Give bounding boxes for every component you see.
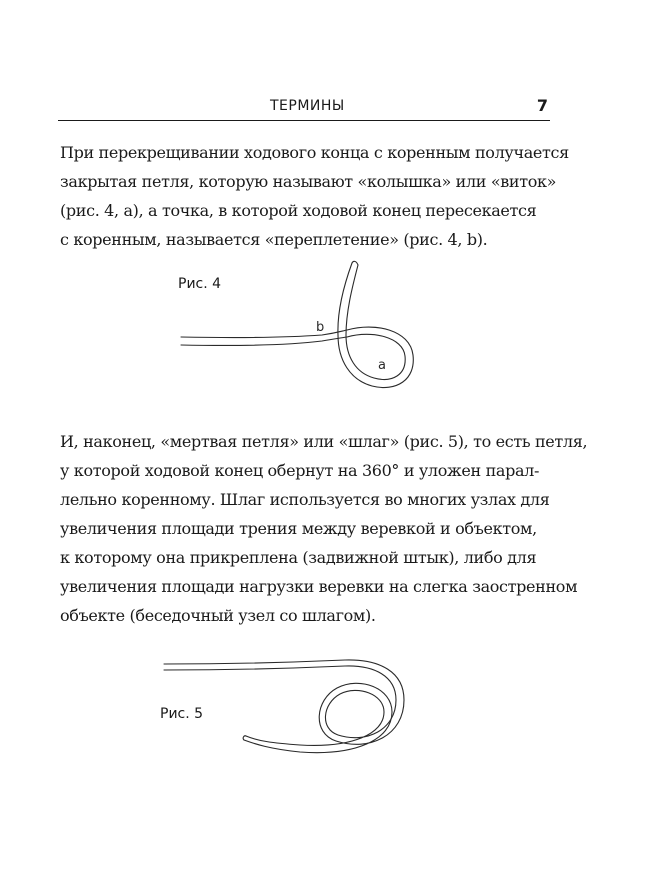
- figure-4-marker-a: a: [378, 358, 386, 373]
- figure-4-rope-end: [352, 261, 358, 265]
- page-number: 7: [536, 96, 548, 115]
- figure-4-label: Рис. 4: [178, 276, 222, 292]
- text-line: объекте (беседочный узел со шлагом).: [60, 606, 376, 625]
- figure-4-rope-standing-part-edge: [181, 337, 347, 346]
- text-line: закрытая петля, которую называют «колышка» или «виток»: [60, 172, 557, 191]
- figure-5-rope-end: [243, 736, 246, 740]
- text-line: При перекрещивании ходового конца с коренным получается: [60, 143, 569, 162]
- figure-5-label: Рис. 5: [160, 706, 204, 722]
- figure-4-marker-b: b: [316, 320, 325, 335]
- text-line: увеличения площади трения между веревкой и объектом,: [60, 519, 537, 538]
- text-line: лельно коренному. Шлаг используется во многих узлах для: [60, 490, 550, 509]
- running-head: ТЕРМИНЫ: [270, 98, 345, 114]
- paragraph-round-turn: [60, 427, 588, 630]
- text-line: увеличения площади нагрузки веревки на слегка заостренном: [60, 577, 578, 596]
- figure-4-rope-loop-edge: [346, 265, 405, 379]
- figure-4-rope-loop: [338, 263, 413, 388]
- text-line: с коренным, называется «переплетение» (рис. 4, b).: [60, 230, 488, 249]
- text-line: (рис. 4, a), а точка, в которой ходовой конец пересекается: [60, 201, 537, 220]
- text-line: к которому она прикреплена (задвижной штык), либо для: [60, 548, 537, 567]
- text-line: И, наконец, «мертвая петля» или «шлаг» (рис. 5), то есть петля,: [60, 432, 588, 451]
- text-line: у которой ходовой конец обернут на 360° и уложен парал-: [60, 461, 540, 480]
